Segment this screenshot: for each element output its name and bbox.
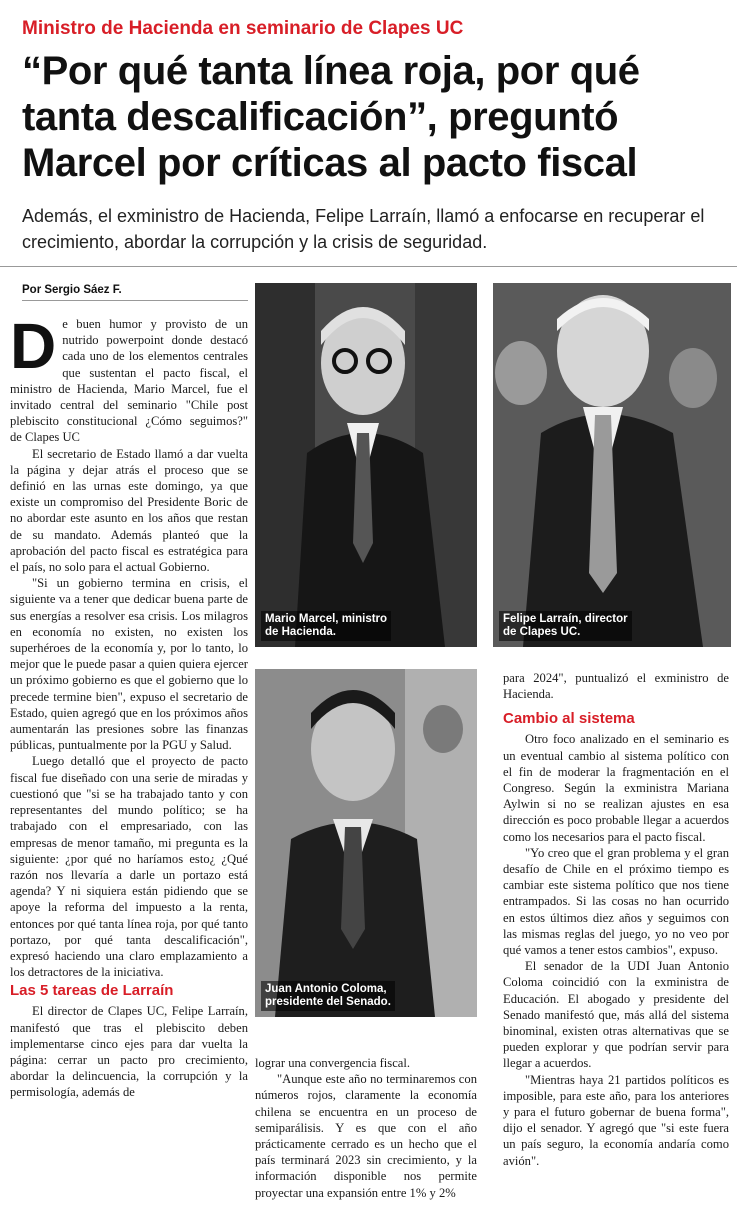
- photo-coloma: [255, 669, 477, 1017]
- subheading: Las 5 tareas de Larraín: [10, 982, 174, 1000]
- photo-caption: Felipe Larraín, director de Clapes UC.: [499, 611, 632, 641]
- paragraph: "Yo creo que el gran problema y el gran desafío de Chile en el próximo tiempo es cambiar este sistema político que nos tiene entrampados. Si las cosas no han ocurrido en estos últimos diez años y seguimos con las mismas reglas del juego, yo no veo por qué vamos a tener estos cambios", expuso.: [503, 845, 729, 958]
- paragraph: Luego detalló que el proyecto de pacto fiscal fue diseñado con una serie de miradas y cuestionó que "si se ha trabajado tanto y con representantes del mundo político; se ha trabajado con el empresariado, con las empresas de menor tamaño, mi pregunta es la siguiente: ¿por qué no haríamos esto¿ ¿Qué razón nos llevaría a darle un portazo está agenda? Y ni siquiera están pidiendo que se apoye la reforma del impuesto a la renta, entonces por qué tanta línea roja, por qué tanto portazo, por qué tanta descalificación", expresó haciendo una claro emplazamiento a los detractores de la iniciativa.: [10, 754, 248, 980]
- headline: “Por qué tanta línea roja, por qué tanta descalificación”, preguntó Marcel por críticas al pacto fiscal: [22, 49, 640, 185]
- kicker: Ministro de Hacienda en seminario de Clapes UC: [22, 18, 464, 39]
- paragraph: "Aunque este año no terminaremos con números rojos, claramente la economía chilena se encuentra en un proceso de semiparálisis. Y es que con el año prácticamente cerrado es un hecho que el país terminará 2023 sin crecimiento, y la información disponible nos permite proyectar una expansión entre 1% y 2%: [255, 1072, 477, 1200]
- photo-caption: Mario Marcel, ministro de Hacienda.: [261, 611, 391, 641]
- byline: Por Sergio Sáez F.: [22, 284, 248, 301]
- drop-cap: D: [10, 310, 57, 382]
- column-2: [255, 1055, 477, 1201]
- column-3: [503, 670, 729, 1169]
- photo-marcel-image: [255, 283, 477, 647]
- photo-coloma-image: [255, 669, 477, 1017]
- photo-caption: Juan Antonio Coloma, presidente del Senado.: [261, 981, 395, 1011]
- paragraph: El senador de la UDI Juan Antonio Coloma coincidió con la exministra de Educación. El abogado y presidente del Senado manifestó que, más allá del sistema binominal, existen otras alternativas que se pueden explorar y que podrían servir para llegar a acuerdos.: [503, 959, 729, 1071]
- photo-larrain: [493, 283, 731, 647]
- paragraph: "Si un gobierno termina en crisis, el siguiente va a tener que dedicar buena parte de sus energías a resolver esa crisis. Los milagros en economía no existen, no existen los superhéroes de la economía y, por lo tanto, lo mejor que le puede pasar a quien quiera ejercer un próximo gobierno es que el gobierno que lo precede termine bien", expuso el secretario de Estado, quien agregó que en los próximos años aumentarán las presiones sobre las finanzas públicas, puntualmente por la PGU y Salud.: [10, 576, 248, 753]
- photo-marcel: [255, 283, 477, 647]
- paragraph: El secretario de Estado llamó a dar vuelta la página y dejar atrás el proceso que se definió en las urnas este domingo, ya que existe un compromiso del Presidente Boric de no abordar este asunto en los años que restan de su mandato. Además planteó que la aprobación del pacto fiscal es estratégica para el país, no solo para el actual Gobierno.: [10, 446, 248, 575]
- paragraph: Otro foco analizado en el seminario es un eventual cambio al sistema político con el fin de moderar la fragmentación en el Congreso. Según la exministra Mariana Aylwin si no se realizan ajustes en esa dirección es poco probable llegar a acuerdos como los necesarios para el pacto fiscal.: [503, 732, 729, 844]
- subheading: Cambio al sistema: [503, 710, 635, 728]
- column-1: [10, 310, 248, 1101]
- paragraph: El director de Clapes UC, Felipe Larraín, manifestó que tras el plebiscito deben implementarse cinco ejes para dar vuelta la página: cerrar un pacto pro crecimiento, abordar la delincuencia, la corrupción y la permisología, además de: [10, 1004, 248, 1100]
- paragraph: "Mientras haya 21 partidos políticos es imposible, para este año, para los anteriores y para el futuro gobernar de buena forma", dijo el senador. Y agregó que "si este fuera un país seguro, la economía andaría como avión".: [503, 1072, 729, 1168]
- paragraph: para 2024", puntualizó el exministro de Hacienda.: [503, 671, 729, 702]
- deck: Además, el exministro de Hacienda, Felipe Larraín, llamó a enfocarse en recuperar el crecimiento, abordar la corrupción y la crisis de seguridad.: [22, 206, 705, 252]
- paragraph: e buen humor y provisto de un nutrido powerpoint donde destacó cada uno de los elementos centrales que sustentan el pacto fiscal, el ministro de Hacienda, Mario Marcel, fue el invitado central del seminario "Chile post plebiscito constitucional ¿Cómo seguimos?" de Clapes UC: [10, 317, 248, 445]
- photo-larrain-image: [493, 283, 731, 647]
- paragraph: lograr una convergencia fiscal.: [255, 1056, 411, 1070]
- divider: [0, 266, 737, 267]
